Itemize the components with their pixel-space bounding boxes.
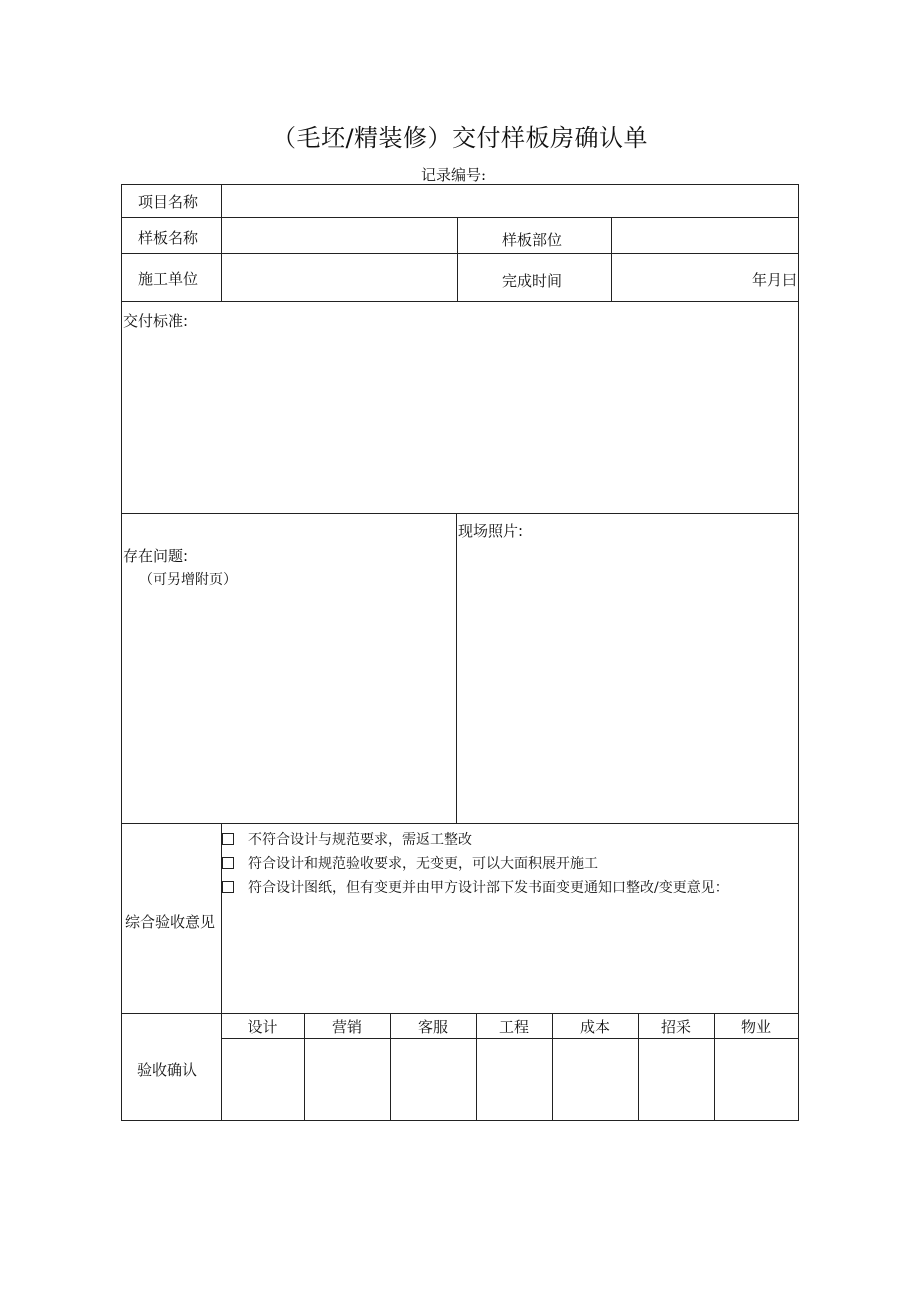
col-divider (456, 513, 457, 824)
photos-label: 现场照片: (458, 522, 524, 540)
opinion-option-3[interactable] (222, 877, 729, 897)
dept-header-engineering: 工程 (498, 1018, 529, 1036)
opinion-option-1[interactable] (222, 829, 472, 849)
row-divider (121, 823, 799, 824)
checkbox-icon[interactable] (222, 833, 234, 845)
form-border-bottom (121, 1120, 799, 1121)
dept-header-customer-service: 客服 (417, 1018, 448, 1036)
row-divider (121, 253, 799, 254)
record-number-label: 记录编号: (421, 166, 487, 184)
form-border-top (121, 184, 799, 185)
project-name-label: 项目名称 (138, 193, 199, 211)
page-title: （毛坯/精装修）交付样板房确认单 (271, 124, 649, 152)
delivery-standard-label: 交付标准: (123, 312, 189, 330)
acceptance-label: 验收确认 (137, 1061, 198, 1079)
col-divider (611, 217, 612, 302)
dept-header-divider (221, 1038, 799, 1039)
checkbox-icon[interactable] (222, 881, 234, 893)
form-border-left (121, 184, 122, 1121)
col-divider (457, 217, 458, 302)
opinion-option-text: 不符合设计与规范要求，需返工整改 (248, 832, 472, 848)
row-divider (121, 217, 799, 218)
dept-header-cost: 成本 (579, 1018, 610, 1036)
opinion-option-text: 符合设计和规范验收要求，无变更，可以大面积展开施工 (248, 856, 598, 872)
row-divider (121, 301, 799, 302)
sample-location-label: 样板部位 (502, 231, 563, 249)
form-border-right (798, 184, 799, 1121)
dept-header-property: 物业 (740, 1018, 771, 1036)
row-divider (121, 1013, 799, 1014)
sample-name-label: 样板名称 (138, 229, 199, 247)
opinion-option-2[interactable] (222, 853, 598, 873)
dept-header-marketing: 营销 (331, 1018, 362, 1036)
opinion-option-text: 符合设计图纸，但有变更并由甲方设计部下发书面变更通知口整改/变更意见： (248, 880, 729, 896)
construction-unit-label: 施工单位 (138, 270, 199, 288)
completion-time-label: 完成时间 (502, 272, 563, 290)
issues-note: （可另增附页） (139, 572, 237, 588)
issues-label: 存在问题: (123, 547, 189, 565)
dept-header-procurement: 招采 (660, 1018, 691, 1036)
checkbox-icon[interactable] (222, 857, 234, 869)
completion-time-value: 年月曰 (752, 271, 798, 289)
dept-header-design: 设计 (247, 1018, 278, 1036)
opinion-label: 综合验收意见 (125, 913, 216, 931)
row-divider (121, 513, 799, 514)
col-divider (221, 184, 222, 302)
